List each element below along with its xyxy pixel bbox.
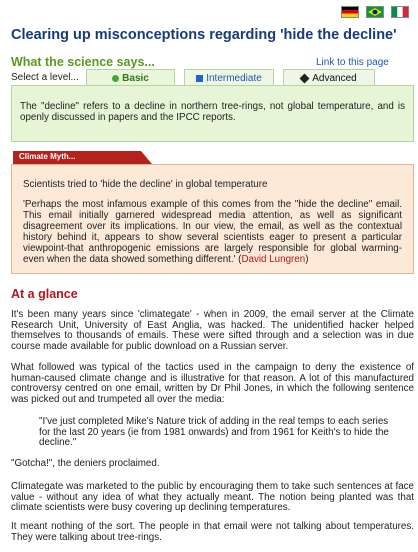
tab-advanced-label: Advanced bbox=[312, 72, 357, 84]
tab-advanced[interactable] bbox=[283, 69, 375, 86]
page-title: Clearing up misconceptions regarding 'hide the decline' bbox=[11, 27, 397, 43]
brazil-flag-icon[interactable] bbox=[366, 6, 384, 18]
climate-myth-tab bbox=[13, 151, 152, 164]
tab-intermediate-label: Intermediate bbox=[206, 72, 262, 84]
italy-flag-icon[interactable] bbox=[391, 6, 409, 18]
climate-myth-box bbox=[11, 164, 414, 274]
language-flags bbox=[341, 6, 409, 18]
black-diamond-icon bbox=[300, 73, 310, 83]
level-tabs bbox=[86, 69, 375, 86]
glance-paragraph: What followed was typical of the tactics used in the campaign to deny the existence of human-caused climate change and is illustrative for that reason. A lot of this manufactured controversy centred on one email, written by Dr Phil Jones, in which the following sentence was picked out and trumpeted all over the media: bbox=[11, 362, 414, 406]
glance-paragraph: "Gotcha!", the deniers proclaimed. bbox=[11, 458, 160, 469]
green-dot-icon bbox=[112, 75, 119, 82]
science-summary-text: The "decline" refers to a decline in northern tree-rings, not global temperature, and is openly discussed in papers and the IPCC reports. bbox=[20, 101, 405, 123]
glance-paragraph: It meant nothing of the sort. The people in that email were not talking about temperatures. They were talking about tree-rings. bbox=[11, 521, 414, 543]
myth-source-link[interactable]: David Lungren bbox=[241, 254, 306, 265]
climate-myth-label: Climate Myth... bbox=[19, 152, 76, 161]
tab-basic[interactable] bbox=[86, 69, 175, 86]
at-a-glance-heading: At a glance bbox=[11, 287, 78, 301]
select-level-label: Select a level... bbox=[11, 72, 79, 83]
science-heading: What the science says... bbox=[11, 55, 155, 69]
glance-paragraph: It's been many years since 'climategate' - when in 2009, the email server at the Climate Research Unit, University of East Anglia, was hacked. The unidentified hacker helped themselves to thousands of emails. These were sifted through and a selection was in due course made available for public download on a Russian server. bbox=[11, 309, 414, 353]
email-quote: "I've just completed Mike's Nature trick of adding in the real temps to each series for the last 20 years (ie from 1981 onwards) and from 1961 for Keith's to hide the decline." bbox=[39, 416, 389, 449]
glance-paragraph: Climategate was marketed to the public by encouraging them to take such sentences at face value - without any idea of what they actually meant. The notion being planted was that climate scientists were busy covering up declining temperatures. bbox=[11, 481, 414, 514]
science-summary-box bbox=[11, 85, 414, 142]
german-flag-icon[interactable] bbox=[341, 6, 359, 18]
tab-basic-label: Basic bbox=[122, 72, 149, 84]
myth-quote-text: 'Perhaps the most infamous example of this comes from the "hide the decline" email. This email initially garnered widespread media attention, as well as significant disagreement over its implications. In our view, the email, as well as the contextual history behind it, appears to show several scientists eager to present a particular viewpoint-that anthropogenic emissions are largely responsible for global warming-even when the data showed something different.' ( bbox=[23, 199, 402, 265]
blue-square-icon bbox=[196, 75, 203, 82]
myth-quote-end: ) bbox=[305, 254, 309, 265]
myth-claim: Scientists tried to 'hide the decline' in global temperature bbox=[23, 179, 268, 190]
tab-intermediate[interactable] bbox=[184, 69, 274, 86]
myth-quote bbox=[23, 199, 402, 265]
link-to-this-page[interactable]: Link to this page bbox=[316, 57, 389, 68]
